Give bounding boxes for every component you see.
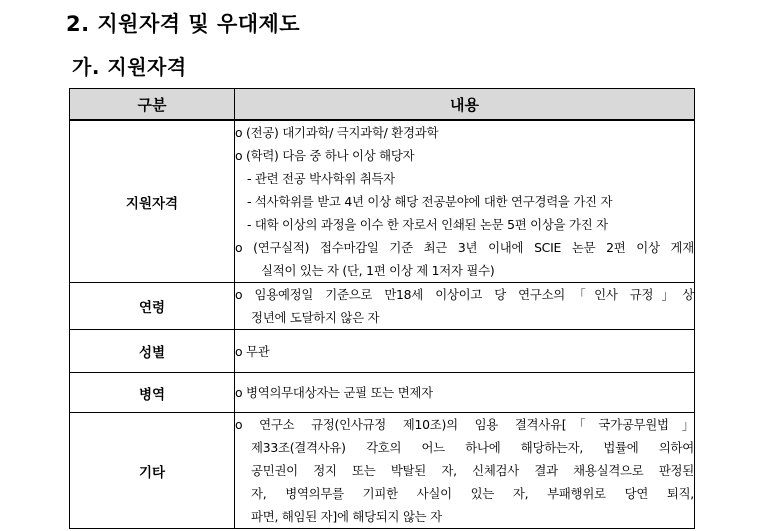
- content-line: 제33조(결격사유) 각호의 어느 하나에 해당하는자, 법률에 의하여: [251, 440, 694, 455]
- content-line: - 대학 이상의 과정을 이수 한 자로서 인쇄된 논문 5편 이상을 가진 자: [247, 217, 608, 232]
- content-line: 공민권이 정지 또는 박탈된 자, 신체검사 결과 채용실격으로 판정된: [251, 463, 694, 478]
- row-label: 병역: [70, 373, 235, 413]
- section-heading: 2. 지원자격 및 우대제도: [66, 12, 301, 36]
- qualification-table: [69, 88, 695, 529]
- content-line: - 관련 전공 박사학위 취득자: [247, 171, 395, 186]
- content-line: 파면, 해임된 자]에 해당되지 않는 자: [251, 509, 442, 524]
- row-label: 연령: [70, 283, 235, 330]
- content-line: 정년에 도달하지 않은 자: [251, 310, 380, 325]
- row-label: 지원자격: [70, 120, 235, 283]
- header-content: 내용: [235, 89, 695, 121]
- row-content: [235, 330, 695, 373]
- content-line: 실적이 있는 자 (단, 1편 이상 제 1저자 필수): [261, 263, 495, 278]
- content-line: o 연구소 규정(인사규정 제10조)의 임용 결격사유[「국가공무원법」: [235, 417, 694, 432]
- table-header-row: [70, 89, 695, 121]
- row-content: [235, 120, 695, 283]
- table-row: [70, 373, 695, 413]
- content-line: o (학력) 다음 중 하나 이상 해당자: [235, 148, 415, 163]
- content-line: o (전공) 대기과학/ 극지과학/ 환경과학: [235, 125, 439, 140]
- subsection-heading: 가. 지원자격: [72, 55, 187, 79]
- row-content: [235, 373, 695, 413]
- row-label: 성별: [70, 330, 235, 373]
- content-line: - 석사학위를 받고 4년 이상 해당 전공분야에 대한 연구경력을 가진 자: [247, 194, 613, 209]
- content-line: 자, 병역의무를 기피한 사실이 있는 자, 부패행위로 당연 퇴직,: [251, 486, 694, 501]
- table-row: [70, 330, 695, 373]
- content-line: o 병역의무대상자는 군필 또는 면제자: [235, 385, 433, 400]
- content-line: o (연구실적) 접수마감일 기준 최근 3년 이내에 SCIE 논문 2편 이상 게재: [235, 240, 694, 255]
- header-category: 구분: [70, 89, 235, 121]
- table-row: [70, 120, 695, 283]
- row-label: 기타: [70, 413, 235, 529]
- content-line: o 무관: [235, 343, 270, 359]
- row-content: [235, 283, 695, 330]
- table-row: [70, 283, 695, 330]
- content-line: o 임용예정일 기준으로 만18세 이상이고 당 연구소의「인사 규정」상: [235, 287, 694, 302]
- row-content: [235, 413, 695, 529]
- table-row: [70, 413, 695, 529]
